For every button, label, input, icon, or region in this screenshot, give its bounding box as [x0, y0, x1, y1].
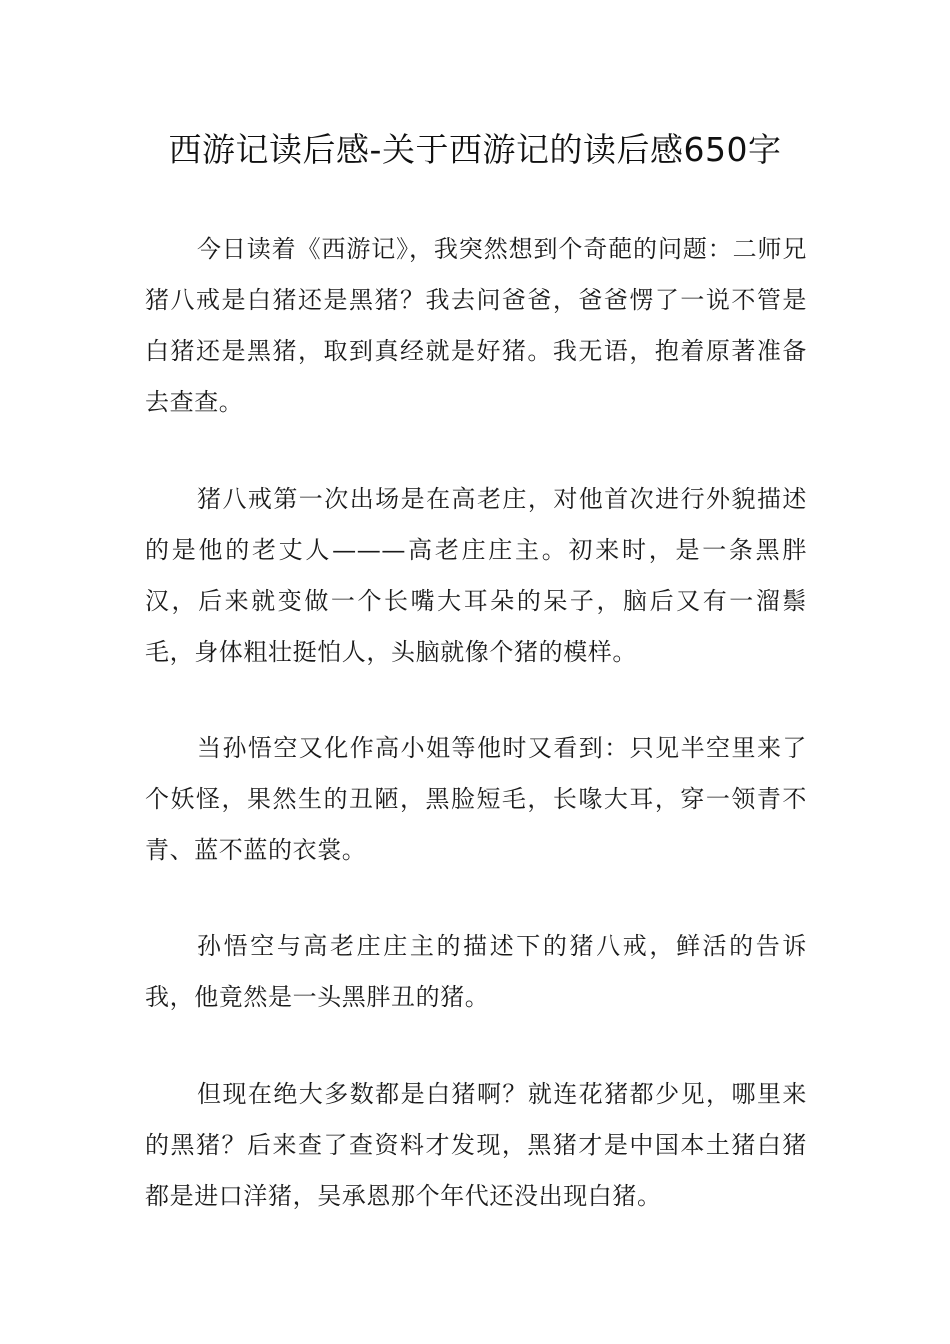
document-title: 西游记读后感-关于西游记的读后感650字	[168, 130, 782, 169]
paragraph-5: 但现在绝大多数都是白猪啊？就连花猪都少见，哪里来的黑猪？后来查了查资料才发现，黑猪才是中国本土猪白猪都是进口洋猪，吴承恩那个年代还没出现白猪。	[145, 1080, 807, 1210]
paragraph-4: 孙悟空与高老庄庄主的描述下的猪八戒，鲜活的告诉我，他竟然是一头黑胖丑的猪。	[145, 932, 807, 1011]
paragraph-3: 当孙悟空又化作高小姐等他时又看到：只见半空里来了个妖怪，果然生的丑陋，黑脸短毛，长喙大耳，穿一领青不青、蓝不蓝的衣裳。	[145, 734, 807, 864]
paragraph-1: 今日读着《西游记》，我突然想到个奇葩的问题：二师兄猪八戒是白猪还是黑猪？我去问爸爸，爸爸愣了一说不管是白猪还是黑猪，取到真经就是好猪。我无语，抱着原著准备去查查。	[145, 235, 807, 416]
paragraph-2: 猪八戒第一次出场是在高老庄，对他首次进行外貌描述的是他的老丈人———高老庄庄主。初来时，是一条黑胖汉，后来就变做一个长嘴大耳朵的呆子，脑后又有一溜鬃毛，身体粗壮挺怕人，头脑就像个猪的模样。	[145, 485, 807, 666]
